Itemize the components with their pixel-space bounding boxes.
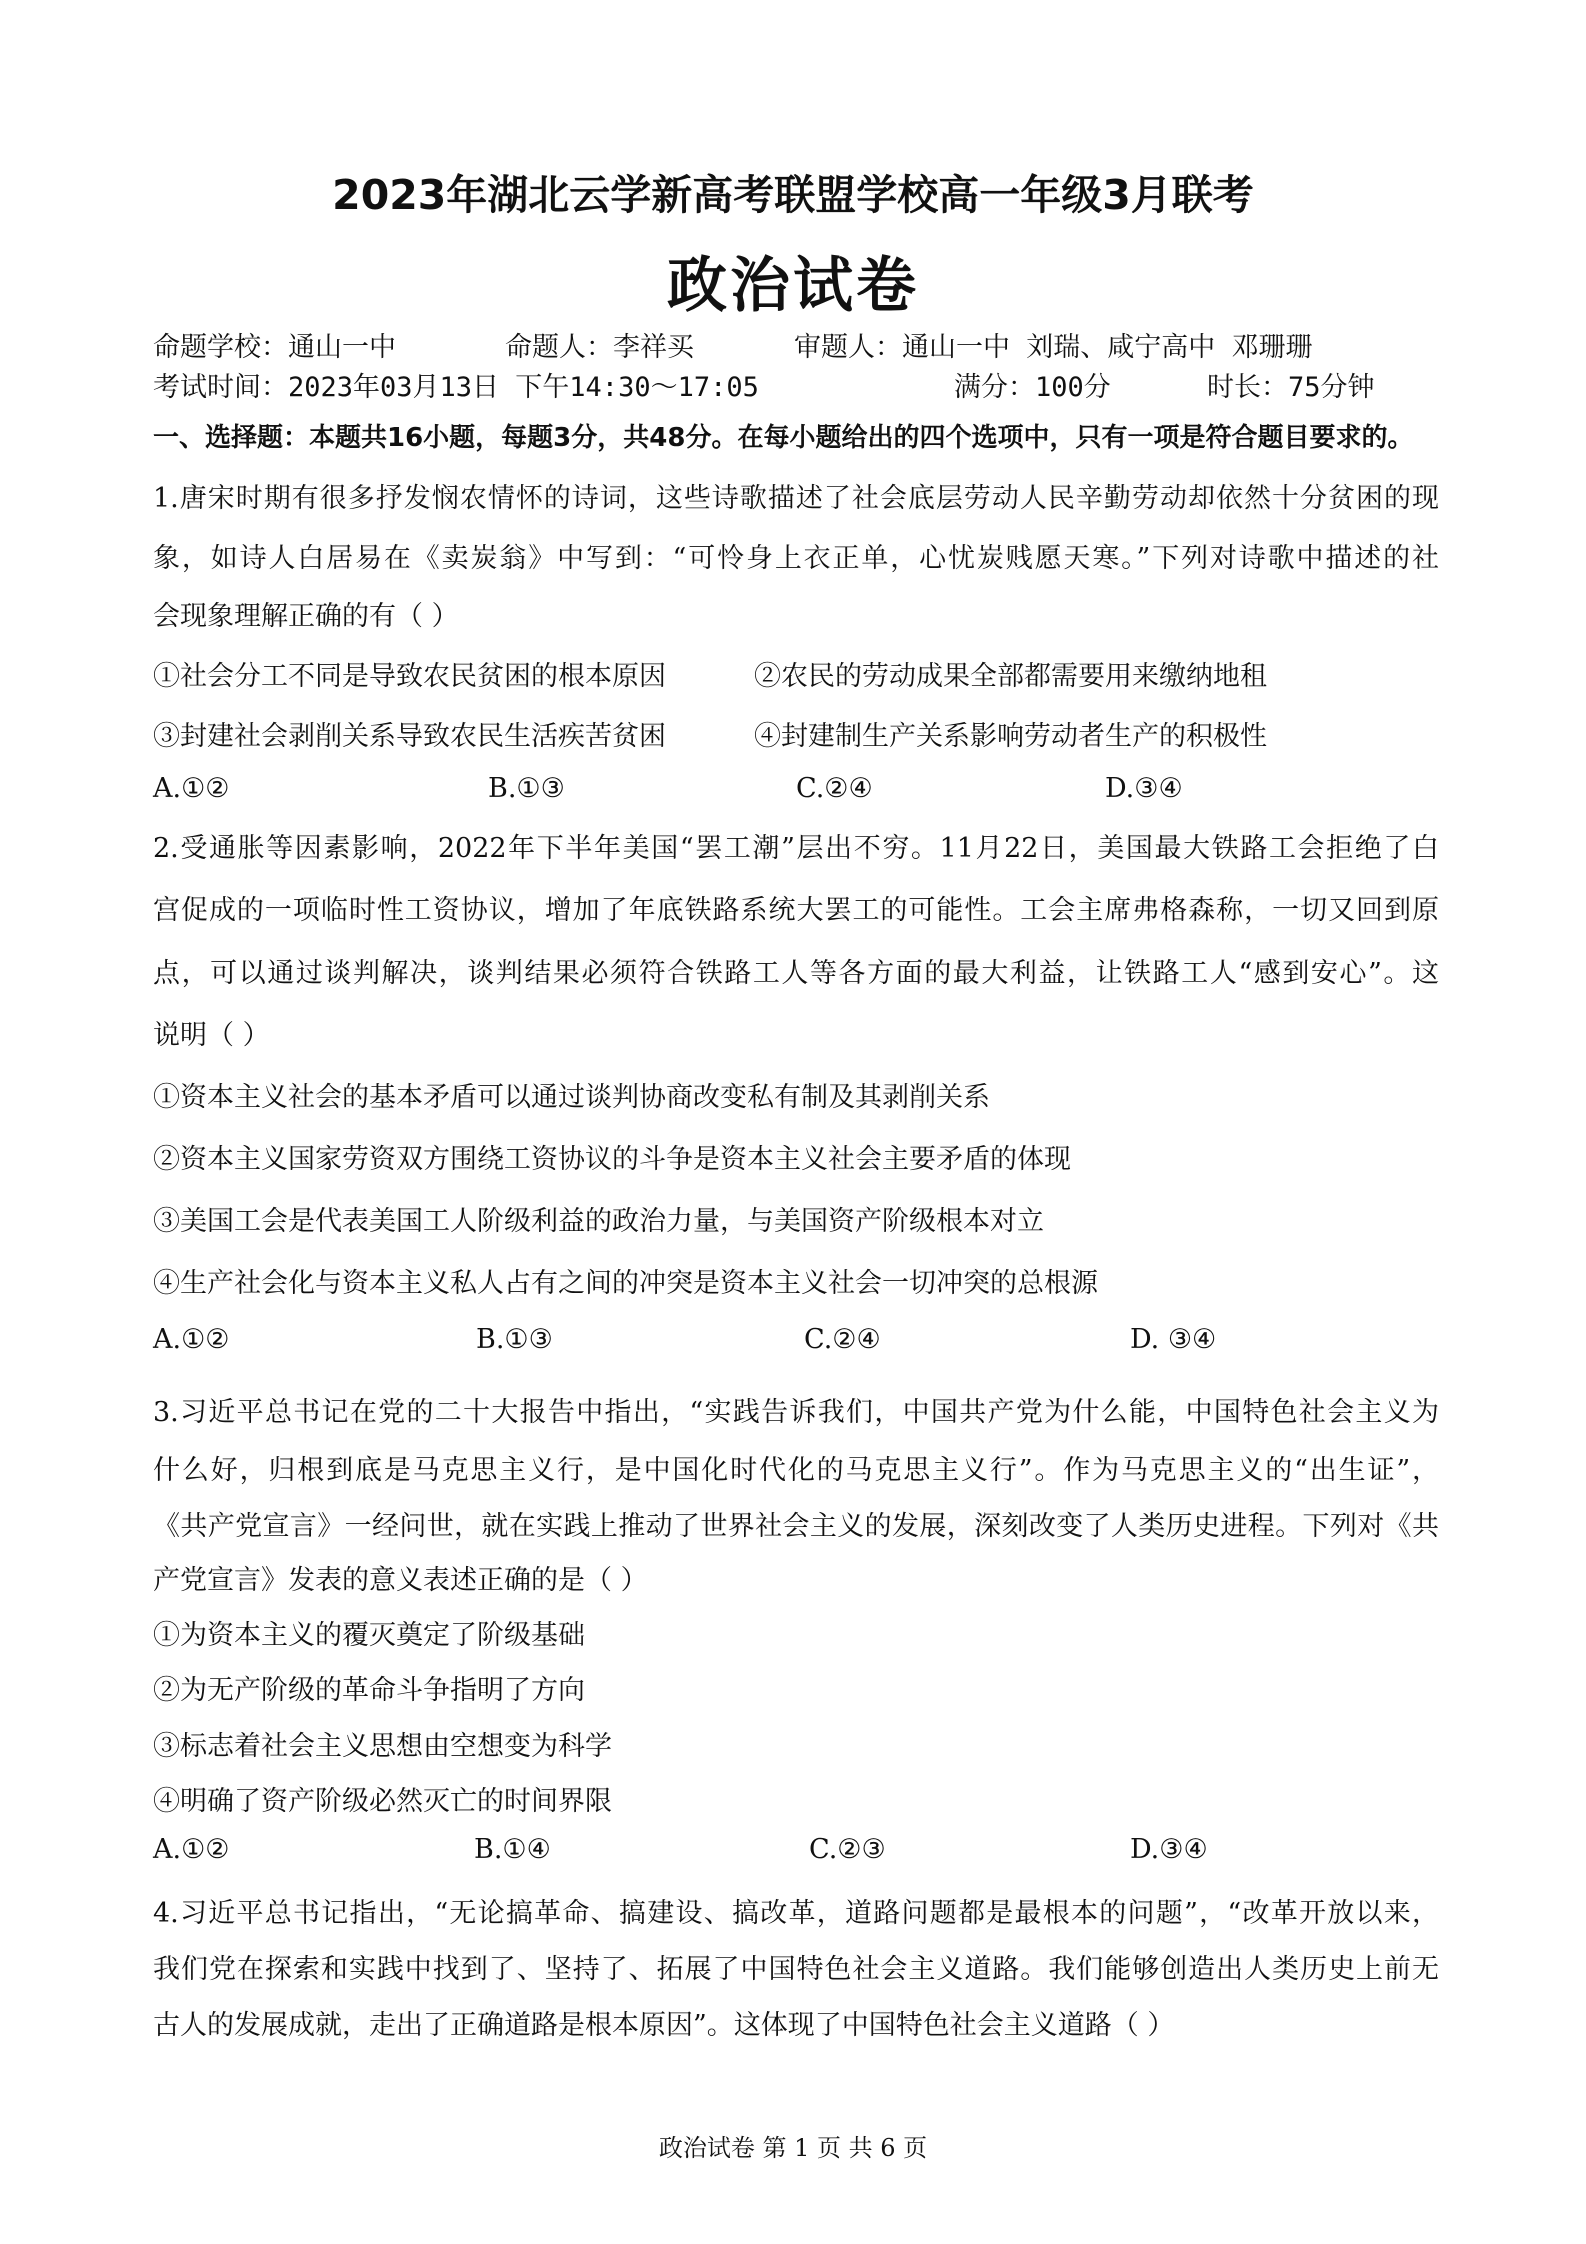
q3-stem-line: 什么好，归根到底是马克思主义行，是中国化时代化的马克思主义行”。作为马克思主义的“出生证”， [153, 1455, 1439, 1486]
q3-item: ④明确了资产阶级必然灭亡的时间界限 [153, 1786, 612, 1817]
q4-stem-line: 我们党在探索和实践中找到了、坚持了、拓展了中国特色社会主义道路。我们能够创造出人类历史上前无 [153, 1954, 1439, 1985]
meta-duration: 时长：75分钟 [1207, 372, 1375, 403]
q2-stem-line: 说明（ ） [153, 1020, 270, 1051]
q1-stem-line: 会现象理解正确的有（ ） [153, 601, 459, 632]
section-heading: 一、选择题：本题共16小题，每题3分，共48分。在每小题给出的四个选项中，只有一项是符合题目要求的。 [153, 423, 1414, 453]
q1-item: ④封建制生产关系影响劳动者生产的积极性 [754, 721, 1267, 752]
q3-option-b: B.①④ [474, 1834, 551, 1865]
q4-stem-line: 4.习近平总书记指出，“无论搞革命、搞建设、搞改革，道路问题都是最根本的问题”，“改革开放以来， [153, 1898, 1439, 1929]
q1-item: ③封建社会剥削关系导致农民生活疾苦贫困 [153, 721, 666, 752]
q2-stem-line: 宫促成的一项临时性工资协议，增加了年底铁路系统大罢工的可能性。工会主席弗格森称，一切又回到原 [153, 895, 1439, 926]
q4-stem-line: 古人的发展成就，走出了正确道路是根本原因”。这体现了中国特色社会主义道路（ ） [153, 2010, 1175, 2041]
q2-item: ①资本主义社会的基本矛盾可以通过谈判协商改变私有制及其剥削关系 [153, 1082, 990, 1113]
meta-full-marks: 满分：100分 [954, 372, 1111, 403]
q1-option-b: B.①③ [488, 773, 565, 804]
meta-reviewer: 审题人：通山一中 刘瑞、咸宁高中 邓珊珊 [794, 332, 1313, 363]
q3-stem-line: 《共产党宣言》一经问世，就在实践上推动了世界社会主义的发展，深刻改变了人类历史进程。下列对《共 [153, 1511, 1439, 1542]
q1-stem-line: 1.唐宋时期有很多抒发悯农情怀的诗词，这些诗歌描述了社会底层劳动人民辛勤劳动却依然十分贫困的现 [153, 483, 1439, 514]
meta-exam-time: 考试时间：2023年03月13日 下午14:30～17:05 [153, 372, 759, 403]
meta-school: 命题学校：通山一中 [153, 332, 396, 363]
q2-option-a: A.①② [153, 1324, 230, 1355]
q2-stem-line: 2.受通胀等因素影响，2022年下半年美国“罢工潮”层出不穷。11月22日，美国最大铁路工会拒绝了白 [153, 833, 1439, 864]
q2-stem-line: 点，可以通过谈判解决，谈判结果必须符合铁路工人等各方面的最大利益，让铁路工人“感到安心”。这 [153, 958, 1439, 989]
exam-title: 2023年湖北云学新高考联盟学校高一年级3月联考 [332, 171, 1254, 219]
q1-option-c: C.②④ [796, 773, 873, 804]
q3-item: ①为资本主义的覆灭奠定了阶级基础 [153, 1620, 585, 1651]
q3-item: ③标志着社会主义思想由空想变为科学 [153, 1731, 612, 1762]
q1-stem-line: 象，如诗人白居易在《卖炭翁》中写到：“可怜身上衣正单，心忧炭贱愿天寒。”下列对诗歌中描述的社 [153, 543, 1439, 574]
page-footer: 政治试卷 第 1 页 共 6 页 [658, 2134, 928, 2162]
q3-stem-line: 3.习近平总书记在党的二十大报告中指出，“实践告诉我们，中国共产党为什么能，中国特色社会主义为 [153, 1397, 1439, 1428]
q3-option-c: C.②③ [809, 1834, 886, 1865]
q2-item: ③美国工会是代表美国工人阶级利益的政治力量，与美国资产阶级根本对立 [153, 1206, 1044, 1237]
q3-item: ②为无产阶级的革命斗争指明了方向 [153, 1675, 585, 1706]
q2-option-c: C.②④ [804, 1324, 881, 1355]
subject-title: 政治试卷 [667, 251, 919, 321]
q2-item: ④生产社会化与资本主义私人占有之间的冲突是资本主义社会一切冲突的总根源 [153, 1268, 1098, 1299]
q3-option-a: A.①② [153, 1834, 230, 1865]
q3-stem-line: 产党宣言》发表的意义表述正确的是（ ） [153, 1565, 648, 1596]
q2-option-d: D. ③④ [1130, 1324, 1217, 1355]
meta-author: 命题人：李祥买 [505, 332, 694, 363]
q2-item: ②资本主义国家劳资双方围绕工资协议的斗争是资本主义社会主要矛盾的体现 [153, 1144, 1071, 1175]
q2-option-b: B.①③ [476, 1324, 553, 1355]
q3-option-d: D.③④ [1130, 1834, 1208, 1865]
q1-item: ①社会分工不同是导致农民贫困的根本原因 [153, 661, 666, 692]
q1-option-d: D.③④ [1105, 773, 1183, 804]
q1-option-a: A.①② [153, 773, 230, 804]
q1-item: ②农民的劳动成果全部都需要用来缴纳地租 [754, 661, 1267, 692]
